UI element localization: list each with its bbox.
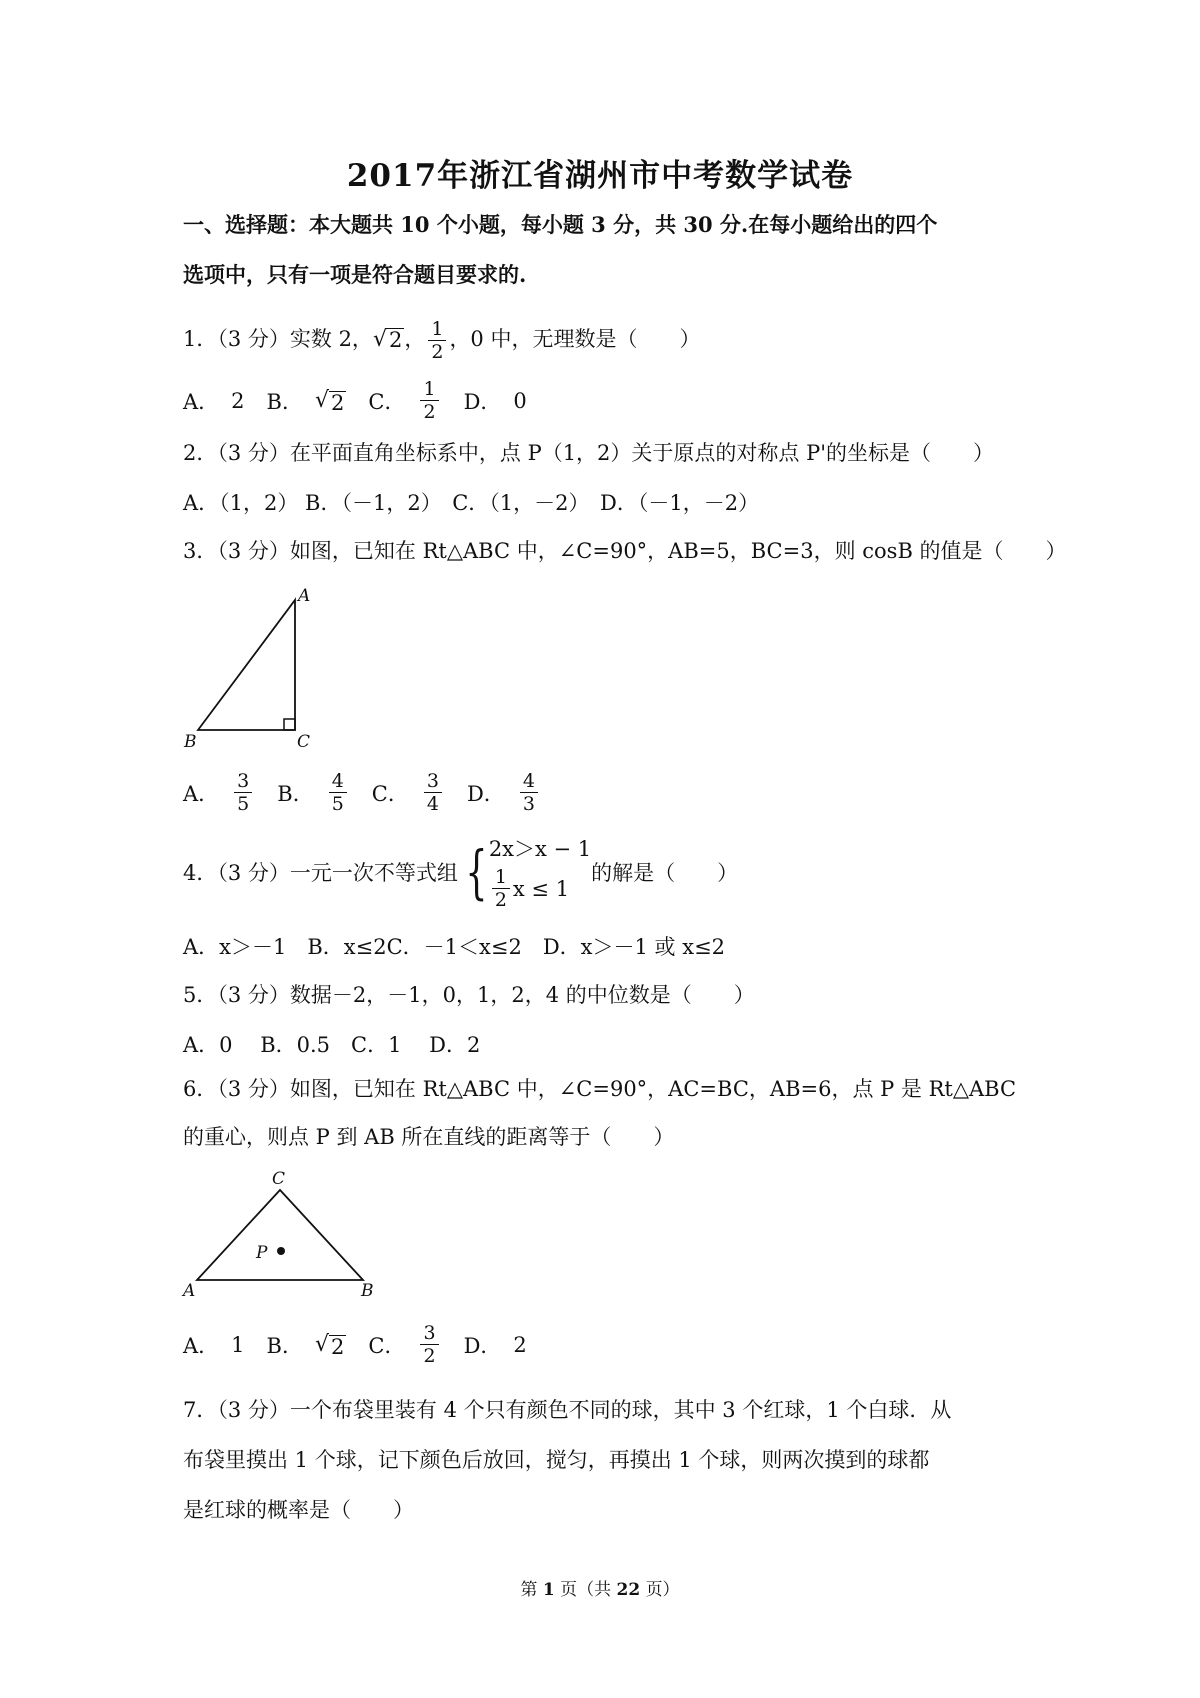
q1-fraction: $\frac{1}{2}$	[428, 318, 446, 363]
q6-line2: 的重心，则点 P 到 AB 所在直线的距离等于（ ）	[183, 1125, 675, 1149]
q2-options: A．（1，2） B．（－1，2） C．（1，－2） D．（－1，－2）	[183, 491, 760, 515]
q4-inequality-system	[458, 832, 591, 911]
q1-option-a: A． 2	[183, 388, 245, 414]
section-heading-line2: 选项中，只有一项是符合题目要求的.	[183, 262, 527, 287]
page-title: 2017年浙江省湖州市中考数学试卷	[346, 158, 854, 194]
q4-options: A．x＞－1 B．x≤2C．－1＜x≤2 D．x＞－1 或 x≤2	[183, 935, 726, 959]
q3-label-a: A	[298, 586, 311, 606]
q1-options	[183, 378, 549, 423]
q4-prefix: 4．（3 分）一元一次不等式组	[183, 860, 458, 885]
q5-options: A．0 B．0.5 C．1 D．2	[183, 1033, 481, 1057]
q6-triangle-figure	[180, 1168, 380, 1302]
q3-option-c: C． $\frac{3}{4}$	[372, 770, 445, 815]
q6-triangle-shape	[197, 1190, 363, 1280]
q3-option-a: A． $\frac{3}{5}$	[183, 770, 255, 815]
footer-prefix: 第	[520, 1580, 538, 1600]
question-7	[183, 1385, 1033, 1535]
q4-suffix: 的解是（ ）	[591, 860, 739, 885]
q6-option-a: A． 1	[183, 1332, 245, 1358]
q6-label-b: B	[361, 1281, 374, 1298]
q1-option-d: D． 0	[463, 388, 527, 414]
page-footer	[0, 1575, 1200, 1600]
q6-option-c: C． $\frac{3}{2}$	[368, 1322, 441, 1367]
q6-option-d: D． 2	[463, 1332, 527, 1358]
q4-line1: 2x＞x − 1	[488, 837, 592, 861]
q3-triangle-figure	[180, 585, 320, 759]
q7-line2: 布袋里摸出 1 个球，记下颜色后放回，搅匀，再摸出 1 个球，则两次摸到的球都	[183, 1448, 930, 1472]
q6-point-p	[277, 1247, 285, 1255]
q1-option-c: C． $\frac{1}{2}$	[368, 378, 441, 423]
q6-line1: 6．（3 分）如图，已知在 Rt△ABC 中，∠C=90°，AC=BC，AB=6，点 P 是 Rt△ABC	[183, 1077, 1017, 1101]
q3-triangle-shape	[198, 600, 295, 730]
question-3: 3．（3 分）如图，已知在 Rt△ABC 中，∠C=90°，AB=5，BC=3，则 cosB 的值是（ ）	[183, 539, 1067, 563]
section-heading	[183, 200, 1033, 300]
q1-sqrt: √ 2	[372, 327, 403, 352]
footer-total-pages: 22	[616, 1580, 641, 1600]
footer-page-number: 1	[542, 1580, 555, 1600]
q7-line3: 是红球的概率是（ ）	[183, 1498, 414, 1522]
q3-right-angle-mark	[284, 719, 295, 730]
q6-label-c: C	[272, 1169, 286, 1189]
q3-triangle-svg	[180, 585, 320, 755]
q6-options	[183, 1322, 549, 1367]
question-6	[183, 1065, 1033, 1161]
q6-label-p: P	[256, 1243, 268, 1263]
q1-suffix: ，0 中，无理数是（ ）	[449, 327, 701, 351]
q3-options	[183, 770, 563, 815]
q3-option-b: B． $\frac{4}{5}$	[277, 770, 350, 815]
q1-prefix: 1．（3 分）实数 2，	[183, 327, 373, 351]
question-5: 5．（3 分）数据－2，－1，0，1，2，4 的中位数是（ ）	[183, 983, 755, 1007]
section-heading-line1: 一、选择题：本大题共 10 个小题，每小题 3 分，共 30 分.在每小题给出的四个	[183, 212, 938, 237]
q3-option-d: D． $\frac{4}{3}$	[467, 770, 541, 815]
question-2: 2．（3 分）在平面直角坐标系中，点 P（1，2）关于原点的对称点 P'的坐标是（ ）	[183, 441, 994, 465]
q1-mid: ，	[404, 327, 426, 351]
q1-option-b: B． √ 2	[266, 387, 345, 415]
q7-line1: 7．（3 分）一个布袋里装有 4 个只有颜色不同的球，其中 3 个红球，1 个白球．从	[183, 1398, 952, 1422]
question-4	[183, 832, 738, 911]
question-1	[183, 318, 700, 363]
q3-label-c: C	[297, 732, 311, 752]
q3-label-b: B	[184, 732, 197, 752]
q4-line2: $\frac{1}{2}$ x ≤ 1	[489, 866, 591, 911]
q6-triangle-svg	[180, 1168, 380, 1298]
footer-suffix: 页）	[645, 1580, 680, 1600]
q4-brace: {	[465, 837, 488, 906]
q6-label-a: A	[183, 1281, 196, 1298]
footer-mid: 页（共	[560, 1580, 612, 1600]
q6-option-b: B． √ 2	[266, 1331, 345, 1359]
